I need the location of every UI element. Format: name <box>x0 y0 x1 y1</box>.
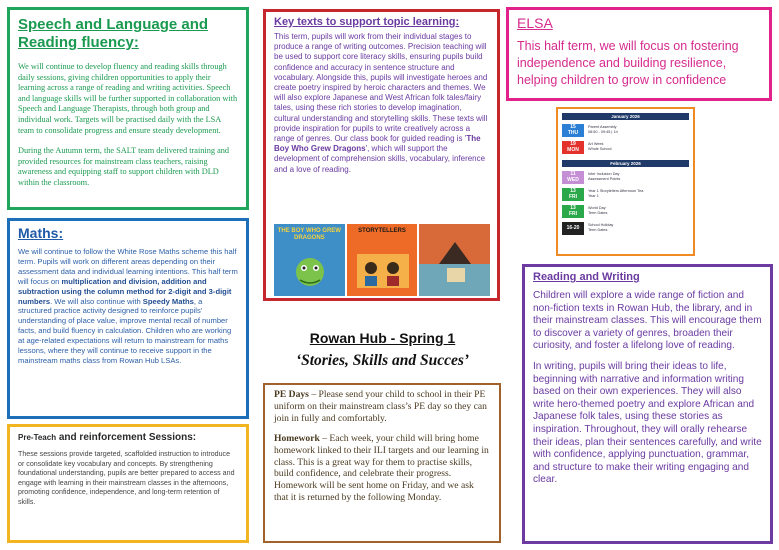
japanese-scene-illustration-icon <box>419 224 490 296</box>
calendar-event <box>562 221 689 235</box>
book-cover-boy-who-grew-dragons <box>274 224 345 296</box>
maths-focus-highlight: multiplication and division, addition and subtraction using the column method for 2-digit and 3-digit numbers <box>18 276 232 306</box>
event-day-number: 16-20 <box>566 224 580 231</box>
pre-teach-body: These sessions provide targeted, scaffolded instruction to introduce or consolidate key vocabulary and concepts. By strengthening foundational understanding, pupils are better prepared to access and engage with learning in their mainstream classes in the afternoons, promoting confidence, independence, and long-term retention of skills. <box>18 450 235 506</box>
event-day-number: 13 <box>570 187 576 194</box>
key-texts-body <box>274 32 489 175</box>
class-book-title: The Boy Who Grew Dragons <box>274 134 481 154</box>
maths-panel <box>7 218 249 419</box>
pe-days-label: PE Days <box>274 389 309 400</box>
pe-homework-body <box>274 389 490 504</box>
event-weekday: FRI <box>568 193 578 200</box>
event-date <box>562 222 584 235</box>
key-texts-panel <box>263 9 500 301</box>
calendar-event <box>562 187 689 201</box>
event-day-number: 19 <box>570 140 576 147</box>
speedy-maths-highlight: Speedy Maths <box>142 296 194 306</box>
key-texts-text-a: This term, pupils will work from their individual stages to produce a range of writing outcomes. Precision teaching will be used to support core literacy skills, ensuring pupils build confidence and accuracy in sentence structure and vocabulary. Alongside this, pupils will investigate heroes and create poetry inspired by heroic characters and themes. We will also explore Japanese and West African folk tales/fairy tales, using these rich stories to develop imagination, cultural understanding and storytelling skills. These texts will provide inspiration for pupils to write creatively across a range of genres. Our class book for guided reading is ' <box>274 32 488 144</box>
calendar-event <box>562 123 689 137</box>
homework-text: – Each week, your child will bring home homework linked to their ILI targets and our learning in class. This is a great way for them to practise skills, build confidence, and celebrate their progress. Homework will be sent home on Friday, and we ask that it is returned by the following Monday. <box>274 432 489 504</box>
event-date <box>562 124 584 137</box>
event-label: Art Week <box>588 142 604 146</box>
event-date <box>562 205 584 218</box>
event-day-number: 15 <box>570 123 576 130</box>
speech-title: Speech and Language and Reading fluency: <box>18 16 209 51</box>
event-sub: Year 1 <box>588 194 599 198</box>
pre-teach-title-a: Pre-Teach <box>18 433 57 442</box>
event-sub: 08:50 - 09:45 | 1h <box>588 130 618 134</box>
calendar-event <box>562 170 689 184</box>
event-sub: Term Dates <box>588 211 608 215</box>
event-weekday: THU <box>567 129 579 136</box>
event-info <box>588 142 611 152</box>
page-subtitle: ‘Stories, Skills and Succes’ <box>295 352 470 369</box>
homework-paragraph <box>274 433 490 504</box>
event-info <box>588 125 618 135</box>
event-weekday: WED <box>567 176 579 183</box>
calendar-event <box>562 140 689 154</box>
pe-days-text: – Please send your child to school in their PE uniform on their mainstream class’s PE day so they can join in fully and comfortably. <box>274 389 487 424</box>
pe-homework-panel <box>263 383 501 543</box>
maths-text-a: We will continue to follow the White Rose Maths scheme this half term. Pupils will work on different areas depending on their assessment data and individual learning intentions. This half term will focus on <box>18 247 238 286</box>
speech-paragraph-2: During the Autumn term, the SALT team delivered training and provided resources for mainstream class teachers, raising awareness and equipping staff to support children with DLD within the classroom. <box>18 146 230 187</box>
reading-title: Reading and Writing <box>533 271 640 283</box>
event-label: World Day <box>588 206 606 210</box>
event-info <box>588 206 607 216</box>
event-weekday: FRI <box>568 210 578 217</box>
cover-title-1: THE BOY WHO GREW DRAGONS <box>277 228 341 241</box>
calendar-panel <box>556 107 695 256</box>
maths-body <box>18 247 238 366</box>
calendar-month-january: January 2026 <box>562 113 689 120</box>
event-day-number: 11 <box>570 170 576 177</box>
key-texts-text-b: ', which will support the development of comprehension skills, vocabulary, inference and a love of reading. <box>274 144 486 174</box>
calendar-month-february: February 2026 <box>562 160 689 167</box>
book-covers <box>274 224 490 296</box>
homework-label: Homework <box>274 432 320 444</box>
pre-teach-title-b: and reinforcement Sessions: <box>56 432 197 443</box>
page-title: Rowan Hub - Spring 1 <box>309 330 456 346</box>
maths-text-c: , a structured practice activity designed to reinforce pupils' understanding of place value, improve mental recall of number facts, and build fluency in calculation. Children who are working at age-related expectations will return to mainstream for maths lessons, where they will continue to receive support in the mainstream maths class from Rowan Hub LSAs. <box>18 296 232 365</box>
elsa-panel <box>506 7 772 101</box>
book-cover-japanese-tale <box>419 224 490 296</box>
event-date <box>562 141 584 154</box>
pre-teach-panel <box>7 424 249 543</box>
event-sub: Whole School <box>588 147 612 151</box>
reading-writing-panel <box>522 264 773 544</box>
reading-body <box>533 290 762 487</box>
event-label: School Holiday <box>588 223 614 227</box>
event-sub: Assessment Points <box>588 177 621 181</box>
speech-language-panel <box>7 7 249 210</box>
maths-title: Maths: <box>18 225 64 241</box>
event-info <box>588 189 643 199</box>
cover-title-2: STORYTELLERS <box>358 228 406 234</box>
event-label: Inter Inclusion Day <box>588 172 620 176</box>
event-day-number: 13 <box>570 204 576 211</box>
pe-days-paragraph <box>274 389 490 425</box>
speech-body <box>18 62 238 189</box>
event-weekday: MON <box>567 146 579 153</box>
event-label: Parent Assembly <box>588 125 617 129</box>
event-info <box>588 223 613 233</box>
elsa-title: ELSA <box>517 15 553 31</box>
maths-text-b: . We will also continue with <box>50 296 143 306</box>
elsa-body: This half term, we will focus on fostering independence and building resilience, helping children to grow in confidence <box>517 39 739 87</box>
pre-teach-title <box>18 431 238 444</box>
reading-paragraph-1: Children will explore a wide range of fiction and non-fiction texts in Rowan Hub, the library, and in their mainstream classes. This will encourage them to discover a variety of genres, broaden their curiosity, and foster a lifelong love of reading. <box>533 290 762 352</box>
event-sub: Term Dates <box>588 228 608 232</box>
event-date <box>562 171 584 184</box>
event-date <box>562 188 584 201</box>
event-label: Year 1 Storytellers Afternoon Tea <box>588 189 644 193</box>
key-texts-title: Key texts to support topic learning: <box>274 16 460 28</box>
speech-paragraph-1: We will continue to develop fluency and reading skills through daily sessions, giving children opportunities to apply their learning across a range of reading and writing activities. Speech and language skills will be further supported in collaboration with Speech and Language Therapists, through both group and individual work. Targets will be practised daily with the LSA team to consolidate progress and ensure steady development. <box>18 62 238 135</box>
book-cover-storytellers <box>347 224 418 296</box>
calendar-event <box>562 204 689 218</box>
reading-paragraph-2: In writing, pupils will bring their ideas to life, beginning with narrative and information writing based on their own experiences. They will also write hero-themed poetry and explore African and Japanese folk tales, using these stories as inspiration. Throughout, they will orally rehearse their ideas, plan their sentences carefully, and write with confidence, applying punctuation, grammar, and structure to make their writing engaging and clear. <box>533 360 762 486</box>
event-info <box>588 172 620 182</box>
